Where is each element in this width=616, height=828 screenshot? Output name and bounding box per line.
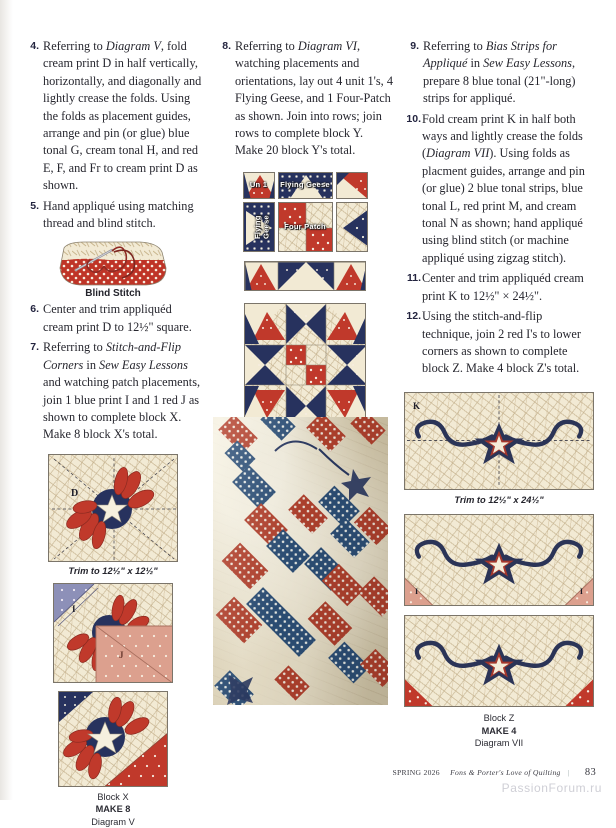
- step-9: [404, 38, 594, 108]
- diagram-vi-unit-row-2: [216, 202, 394, 252]
- step-7-text: Referring to Stitch-and-Flip Corners in Sew Easy Lessons and watching patch placements, join 1 blue print I and 1 red J as shown to complete block X. Make 8 block X's total.: [43, 340, 201, 442]
- step-6-text: Center and trim appliquéd cream print D to 12½" square.: [43, 302, 192, 334]
- step-9-number: 9.: [410, 40, 419, 52]
- step-10-text: Fold cream print K in half both ways and lightly crease the folds (Diagram VII). Using folds as placment guides, arrange and pin (or glue) 2 blue tonal strips, blue tonal L, red print M, and cream tonal N as shown; hand appliqué using blind stitch (or machine appliqué using zigzag stitch).: [422, 111, 585, 265]
- step-12: [404, 308, 594, 378]
- diagram-vii-patch-k: [404, 392, 594, 490]
- step-4-text: Referring to Diagram V, fold cream print D in half vertically, horizontally, and diagonally and lightly crease the folds. Using the folds as placement guides, arrange and pin (or glue) blue tonal G, cream tonal H, and red E, F, and Fr to cream print D as shown.: [43, 39, 202, 193]
- four-patch-swatch: [278, 202, 333, 252]
- patch-d-label: D: [71, 487, 79, 499]
- diagram-v-stitch-flip: [24, 583, 202, 683]
- block-x-make: MAKE 8: [95, 804, 131, 815]
- step-5: [24, 198, 202, 233]
- step-4-number: 4.: [30, 40, 39, 52]
- footer-issue: SPRING 2026: [392, 768, 440, 777]
- diagram-vii-trim-note: Trim to 12½" x 24½": [454, 494, 544, 505]
- footer-page-number: 83: [584, 767, 596, 778]
- block-z-name: Block Z: [483, 713, 515, 724]
- unit-1-label: Un 1: [249, 180, 268, 190]
- column-three: [404, 38, 594, 750]
- step-5-text: Hand appliqué using matching thread and blind stitch.: [43, 198, 194, 231]
- diagram-vi-joined-row: [216, 261, 394, 291]
- flying-geese-label-1: Flying Geese: [280, 180, 330, 190]
- block-z-caption: [404, 712, 594, 750]
- step-7: [24, 339, 202, 443]
- block-z-diagram: [404, 615, 594, 707]
- site-watermark: PassionForum.ru: [501, 781, 602, 795]
- flying-geese-swatch-1: [278, 172, 333, 199]
- block-x-name: Block X: [97, 791, 129, 802]
- step-12-text: Using the stitch-and-flip technique, join 2 red I's to lower corners as shown to complete block Z. Make 4 block Z's total.: [422, 309, 581, 376]
- step-6-number: 6.: [30, 303, 39, 316]
- flying-geese-label-2: Flying Geese: [252, 214, 270, 239]
- step-9-text: Referring to Bias Strips for Appliqué in Sew Easy Lessons, prepare 8 blue tonal (21"-long) strips for appliqué.: [423, 39, 576, 106]
- diagram-v-patch-d: [24, 454, 202, 562]
- page-footer: [0, 767, 616, 778]
- patch-k-label: K: [413, 400, 421, 411]
- block-z-diagram-name: Diagram VII: [474, 738, 524, 749]
- diagram-vii-with-corners: [404, 514, 594, 606]
- footer-magazine-title: Fons & Porter's Love of Quilting: [450, 768, 561, 777]
- step-12-number: 12.: [406, 310, 421, 323]
- step-8-text: Referring to Diagram VI, watching placements and orientations, lay out 4 unit 1's, 4 Flying Geese, and 1 Four-Patch as shown. Join into rows; join rows to complete block Y. Make 20 block Y's total.: [235, 39, 393, 158]
- step-8-number: 8.: [222, 40, 231, 52]
- diagram-v-trim-note: Trim to 12½" x 12½": [68, 565, 158, 576]
- block-x-diagram-name: Diagram V: [91, 816, 135, 827]
- diagram-vi-unit-row-1: [216, 172, 394, 199]
- unit-swatch-6: [336, 202, 368, 252]
- step-8: [216, 38, 394, 160]
- step-6: [24, 301, 202, 336]
- block-y-diagram: [216, 303, 394, 425]
- step-10-number: 10.: [406, 112, 421, 125]
- blind-stitch-illustration: [24, 240, 202, 299]
- blind-stitch-label: Blind Stitch: [85, 288, 141, 300]
- corner-i-label-right: I: [579, 586, 583, 596]
- step-11-text: Center and trim appliquéd cream print K to 12½" × 24½".: [422, 271, 584, 303]
- unit-1-swatch: [243, 172, 275, 199]
- step-11-number: 11.: [406, 272, 421, 285]
- unit-swatch-3: [336, 172, 368, 199]
- column-one: [24, 38, 202, 828]
- step-7-number: 7.: [30, 341, 39, 354]
- step-4: [24, 38, 202, 195]
- patch-j-label: J: [119, 649, 124, 660]
- step-11: [404, 270, 594, 305]
- quilt-photo: [213, 417, 388, 705]
- patch-i-label: I: [72, 603, 76, 614]
- page-edge-shadow: [0, 0, 13, 800]
- step-5-number: 5.: [30, 199, 39, 212]
- column-two: [216, 38, 394, 467]
- flying-geese-swatch-2: [243, 202, 275, 252]
- step-10: [404, 111, 594, 268]
- block-z-make: MAKE 4: [481, 725, 517, 736]
- footer-separator: |: [567, 768, 570, 777]
- four-patch-label: Four Patch: [284, 221, 326, 231]
- block-x-caption: [24, 791, 202, 828]
- corner-i-label-left: I: [415, 586, 419, 596]
